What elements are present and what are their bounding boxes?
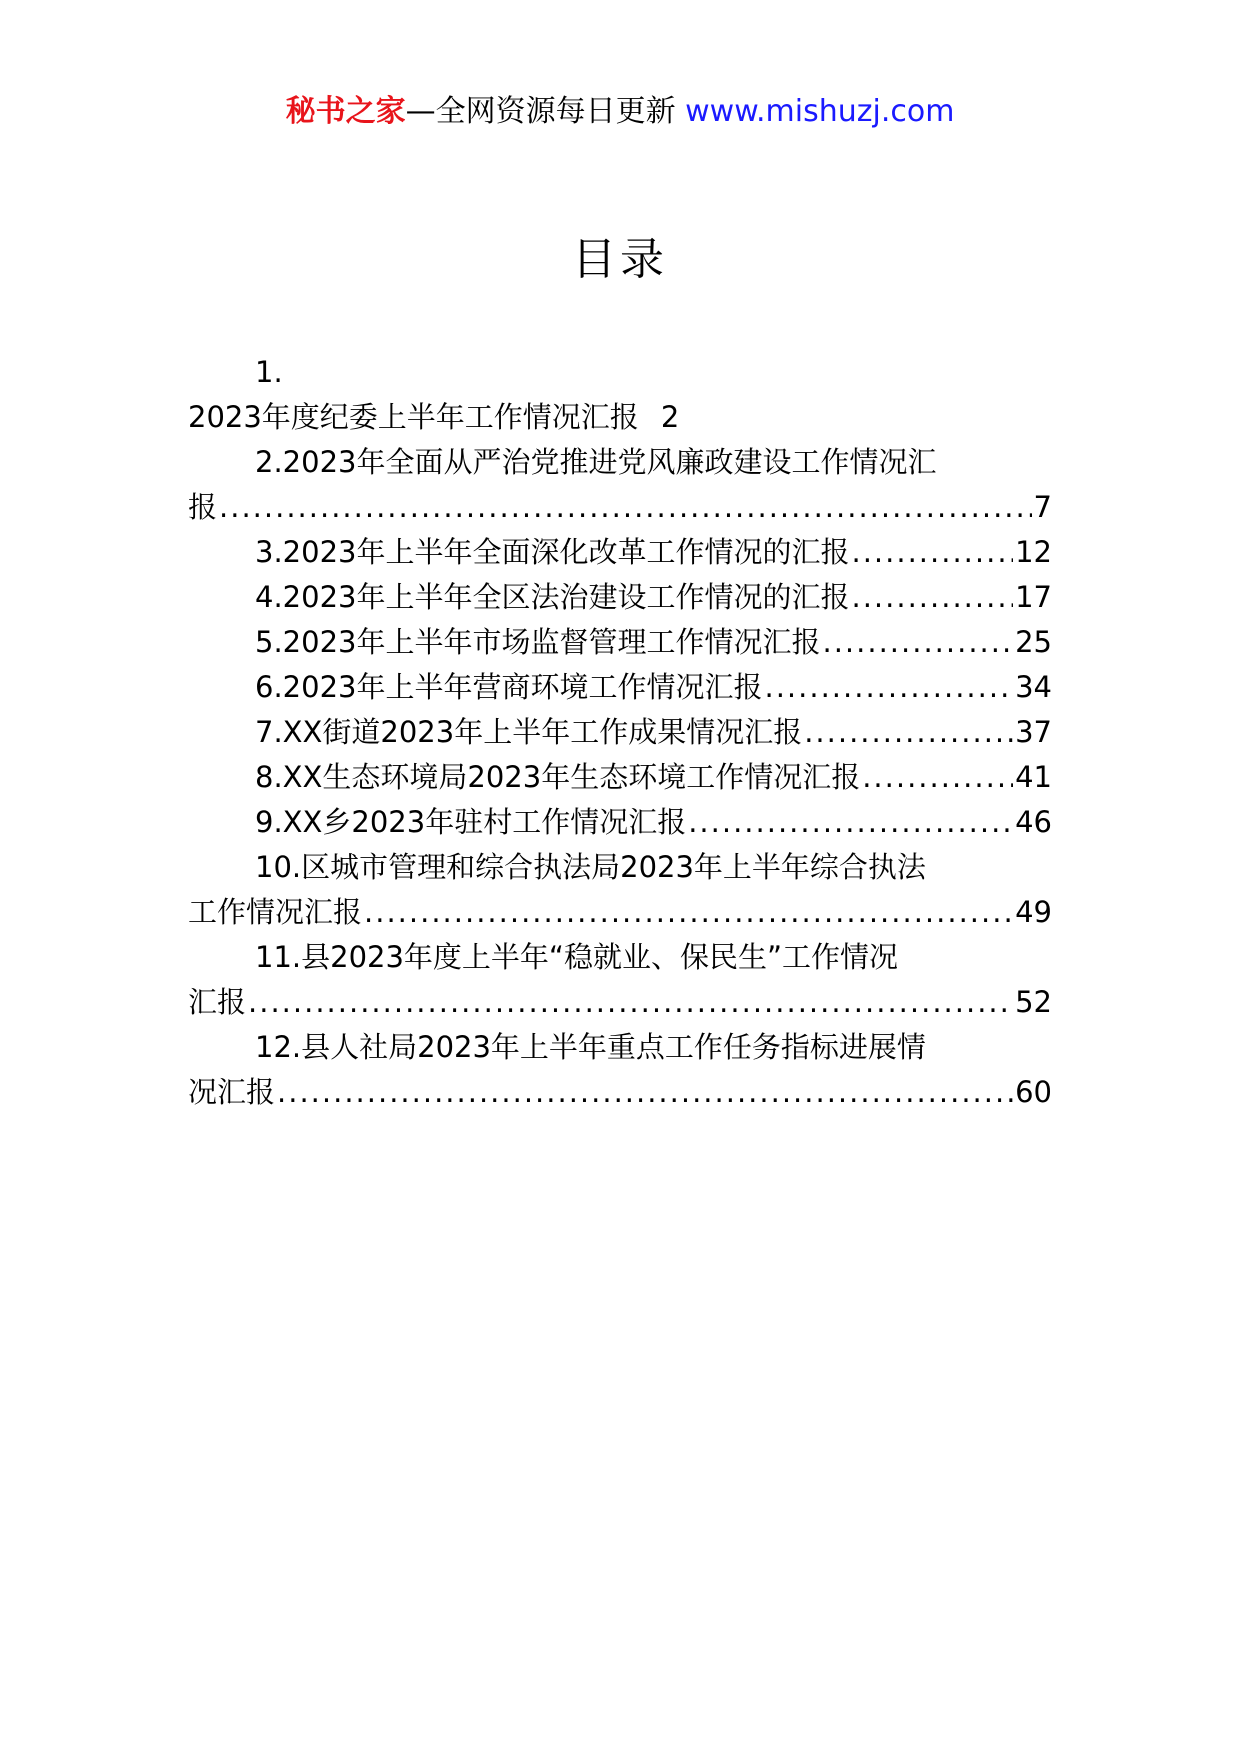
toc-page-number: 34	[1015, 670, 1052, 704]
site-header	[0, 92, 1240, 132]
toc-page-number: 37	[1015, 715, 1052, 749]
toc-entry-11-continued[interactable]	[188, 980, 1052, 1025]
dot-leader	[862, 755, 1013, 800]
toc-entry-title: 2.2023年全面从严治党推进党风廉政建设工作情况汇	[255, 445, 937, 479]
toc-entry-2-continued[interactable]	[188, 485, 1052, 530]
table-of-contents	[188, 350, 1052, 1115]
toc-entry-title-continued: 况汇报	[188, 1075, 276, 1109]
toc-entry-title: 11.县2023年度上半年“稳就业、保民生”工作情况	[255, 940, 898, 974]
toc-entry-3[interactable]	[188, 530, 1052, 575]
site-url-link[interactable]: www.mishuzj.com	[685, 94, 955, 129]
toc-page-number: 41	[1015, 760, 1052, 794]
toc-entry-11[interactable]	[188, 935, 1052, 980]
dot-leader	[364, 890, 1013, 935]
dot-leader	[851, 530, 1013, 575]
toc-entry-12-continued[interactable]	[188, 1070, 1052, 1115]
toc-entry-title: 7.XX街道2023年上半年工作成果情况汇报	[255, 715, 803, 749]
toc-page-number: 46	[1015, 805, 1052, 839]
toc-entry-12[interactable]	[188, 1025, 1052, 1070]
toc-entry-8[interactable]	[188, 755, 1052, 800]
dot-leader	[822, 620, 1013, 665]
toc-page-number: 25	[1015, 625, 1052, 659]
toc-entry-10-continued[interactable]	[188, 890, 1052, 935]
toc-page-number: 2	[660, 400, 680, 434]
toc-entry-title-continued: 报	[188, 490, 218, 524]
header-tagline: —全网资源每日更新	[405, 94, 676, 129]
brand-name: 秘书之家	[285, 94, 406, 129]
toc-entry-title: 3.2023年上半年全面深化改革工作情况的汇报	[255, 535, 850, 569]
dot-leader	[688, 800, 1013, 845]
toc-page-number: 17	[1015, 580, 1052, 614]
dot-leader	[277, 1070, 1013, 1115]
toc-entry-10[interactable]	[188, 845, 1052, 890]
dot-leader	[764, 665, 1013, 710]
dot-leader	[219, 485, 1032, 530]
toc-page-number: 60	[1015, 1075, 1052, 1109]
toc-page-number: 49	[1015, 895, 1052, 929]
page-title: 目录	[572, 234, 668, 285]
toc-entry-title: 9.XX乡2023年驻村工作情况汇报	[255, 805, 687, 839]
toc-entry-title: 2023年度纪委上半年工作情况汇报	[188, 400, 639, 434]
toc-entry-title-continued: 汇报	[188, 985, 247, 1019]
toc-entry-number: 1.	[255, 355, 283, 389]
dot-leader	[248, 980, 1013, 1025]
dot-leader	[851, 575, 1013, 620]
toc-page-number: 7	[1033, 490, 1052, 524]
toc-entry-title: 8.XX生态环境局2023年生态环境工作情况汇报	[255, 760, 861, 794]
toc-entry-1[interactable]	[188, 395, 1052, 440]
toc-entry-2[interactable]	[188, 440, 1052, 485]
toc-entry-title: 4.2023年上半年全区法治建设工作情况的汇报	[255, 580, 850, 614]
toc-entry-title: 10.区城市管理和综合执法局2023年上半年综合执法	[255, 850, 926, 884]
toc-entry-title: 5.2023年上半年市场监督管理工作情况汇报	[255, 625, 821, 659]
toc-entry-4[interactable]	[188, 575, 1052, 620]
toc-page-number: 12	[1015, 535, 1052, 569]
dot-leader	[804, 710, 1013, 755]
toc-entry-title-continued: 工作情况汇报	[188, 895, 363, 929]
toc-entry-7[interactable]	[188, 710, 1052, 755]
toc-entry-1-number[interactable]	[188, 350, 1052, 395]
toc-entry-title: 12.县人社局2023年上半年重点工作任务指标进展情	[255, 1030, 926, 1064]
toc-entry-9[interactable]	[188, 800, 1052, 845]
toc-entry-6[interactable]	[188, 665, 1052, 710]
toc-entry-5[interactable]	[188, 620, 1052, 665]
toc-entry-title: 6.2023年上半年营商环境工作情况汇报	[255, 670, 763, 704]
toc-page-number: 52	[1015, 985, 1052, 1019]
